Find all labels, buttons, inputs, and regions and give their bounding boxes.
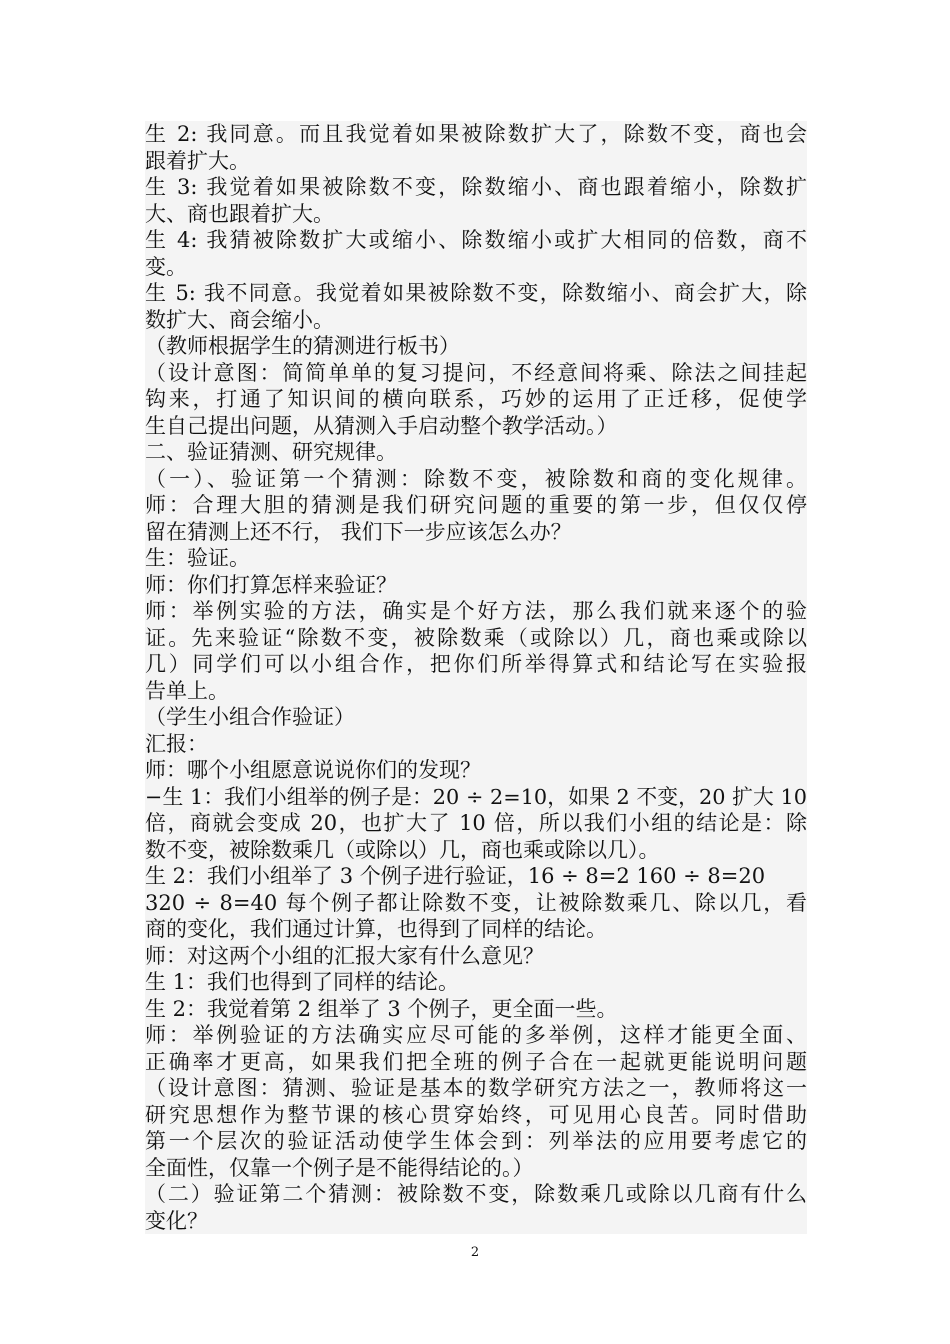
text-line — [145, 1208, 807, 1235]
text-line-content: 师：举例实验的方法，确实是个好方法，那么我们就来逐个的验 — [145, 599, 807, 623]
text-line-content: （教师根据学生的猜测进行板书） — [145, 334, 460, 358]
text-line-content: 师：哪个小组愿意说说你们的发现？ — [145, 758, 481, 782]
text-line-content: 生 5: 我不同意。我觉着如果被除数不变，除数缩小、商会扩大，除 — [145, 281, 807, 305]
text-line-content: 变化？ — [145, 1208, 208, 1233]
text-line-content: 生 3: 我觉着如果被除数不变，除数缩小、商也跟着缩小，除数扩 — [145, 175, 807, 199]
text-line — [145, 307, 807, 334]
text-line — [145, 969, 807, 996]
text-line — [145, 1181, 807, 1208]
text-line — [145, 227, 807, 254]
text-line — [145, 439, 807, 466]
text-line — [145, 1102, 807, 1129]
text-line — [145, 519, 807, 546]
text-line — [145, 704, 807, 731]
text-line — [145, 996, 807, 1023]
text-line-content: 师：合理大胆的猜测是我们研究问题的重要的第一步，但仅仅停 — [145, 493, 807, 517]
text-line-content: （设计意图：简简单单的复习提问，不经意间将乘、除法之间挂起 — [145, 360, 807, 385]
text-line-content: 生自己提出问题，从猜测入手启动整个教学活动。） — [145, 413, 618, 438]
text-line — [145, 810, 807, 837]
text-line — [145, 1022, 807, 1049]
text-line-content: 320 ÷ 8=40 每个例子都让除数不变，让被除数乘几、除以几，看 — [145, 890, 807, 915]
text-line — [145, 572, 807, 599]
text-line-content: 证。先来验证“除数不变，被除数乘（或除以）几，商也乘或除以 — [145, 625, 807, 650]
text-line — [145, 121, 807, 148]
text-line-content: （二）验证第二个猜测：被除数不变，除数乘几或除以几商有什么 — [145, 1182, 807, 1206]
text-line-content: 生 2: 我同意。而且我觉着如果被除数扩大了，除数不变，商也会 — [145, 122, 807, 146]
text-line — [145, 625, 807, 652]
text-line — [145, 386, 807, 413]
text-line — [145, 916, 807, 943]
document-body — [145, 121, 807, 1234]
text-line — [145, 1128, 807, 1155]
text-line-content: 全面性，仅靠一个例子是不能得结论的。） — [145, 1155, 534, 1180]
text-line — [145, 1075, 807, 1102]
text-line-content: 汇报： — [145, 731, 208, 756]
page-number: 2 — [470, 1245, 480, 1260]
text-line — [145, 757, 807, 784]
text-line-content: 倍，商就会变成 20，也扩大了 10 倍，所以我们小组的结论是：除 — [145, 811, 807, 835]
text-line — [145, 492, 807, 519]
text-line — [145, 333, 807, 360]
text-line-content: （设计意图：猜测、验证是基本的数学研究方法之一，教师将这一 — [145, 1076, 807, 1100]
text-line — [145, 943, 807, 970]
text-line-content: 生 4: 我猜被除数扩大或缩小、除数缩小或扩大相同的倍数，商不 — [145, 228, 807, 252]
text-line-content: 研究思想作为整节课的核心贯穿始终，可见用心良苦。同时借助 — [145, 1102, 807, 1127]
text-line-content: 生 1：我们也得到了同样的结论。 — [145, 970, 460, 994]
text-line-content: 生：验证。 — [145, 546, 250, 570]
text-line-content: 师：对这两个小组的汇报大家有什么意见？ — [145, 943, 544, 968]
text-line — [145, 1049, 807, 1076]
text-line — [145, 174, 807, 201]
text-line — [145, 651, 807, 678]
text-line-content: 大、商也跟着扩大。 — [145, 201, 334, 226]
text-line-content: 钩来，打通了知识间的横向联系，巧妙的运用了正迁移，促使学 — [145, 387, 807, 411]
text-line-content: 留在猜测上还不行， 我们下一步应该怎么办？ — [145, 519, 572, 544]
text-line-content: 二、验证猜测、研究规律。 — [145, 440, 397, 464]
text-line-content: 商的变化，我们通过计算，也得到了同样的结论。 — [145, 917, 607, 941]
text-line-content: 正确率才更高，如果我们把全班的例子合在一起就更能说明问题 — [145, 1049, 807, 1074]
text-line-content: 几）同学们可以小组合作，把你们所举得算式和结论写在实验报 — [145, 652, 807, 676]
text-line-content: 告单上。 — [145, 678, 229, 703]
text-line — [145, 254, 807, 281]
text-line-content: 数扩大、商会缩小。 — [145, 307, 334, 332]
text-line — [145, 413, 807, 440]
text-line-content: 第一个层次的验证活动使学生体会到：列举法的应用要考虑它的 — [145, 1129, 807, 1153]
text-line — [145, 837, 807, 864]
text-line — [145, 1155, 807, 1182]
text-line-content: （学生小组合作验证） — [145, 705, 355, 729]
text-line-content: 变。 — [145, 254, 187, 279]
text-line-content: 师：你们打算怎样来验证？ — [145, 572, 397, 597]
text-line — [145, 201, 807, 228]
text-line — [145, 545, 807, 572]
text-line-content: 生 2：我觉着第 2 组举了 3 个例子，更全面一些。 — [145, 996, 618, 1021]
text-line — [145, 148, 807, 175]
text-line — [145, 360, 807, 387]
text-line — [145, 863, 807, 890]
text-line-content: 跟着扩大。 — [145, 148, 250, 173]
text-line-content: （一）、验证第一个猜测：除数不变，被除数和商的变化规律。 — [145, 466, 807, 491]
text-line-content: 师：举例验证的方法确实应尽可能的多举例，这样才能更全面、 — [145, 1023, 807, 1047]
text-line — [145, 280, 807, 307]
text-line-content: −生 1：我们小组举的例子是：20 ÷ 2=10，如果 2 不变，20 扩大 10 — [145, 784, 807, 809]
text-line — [145, 466, 807, 493]
text-line — [145, 784, 807, 811]
text-line-content: 生 2：我们小组举了 3 个例子进行验证，16 ÷ 8=2 160 ÷ 8=20 — [145, 864, 766, 888]
text-line — [145, 678, 807, 705]
text-line — [145, 890, 807, 917]
text-line — [145, 731, 807, 758]
text-line-content: 数不变，被除数乘几（或除以）几，商也乘或除以几）。 — [145, 837, 660, 862]
text-line — [145, 598, 807, 625]
